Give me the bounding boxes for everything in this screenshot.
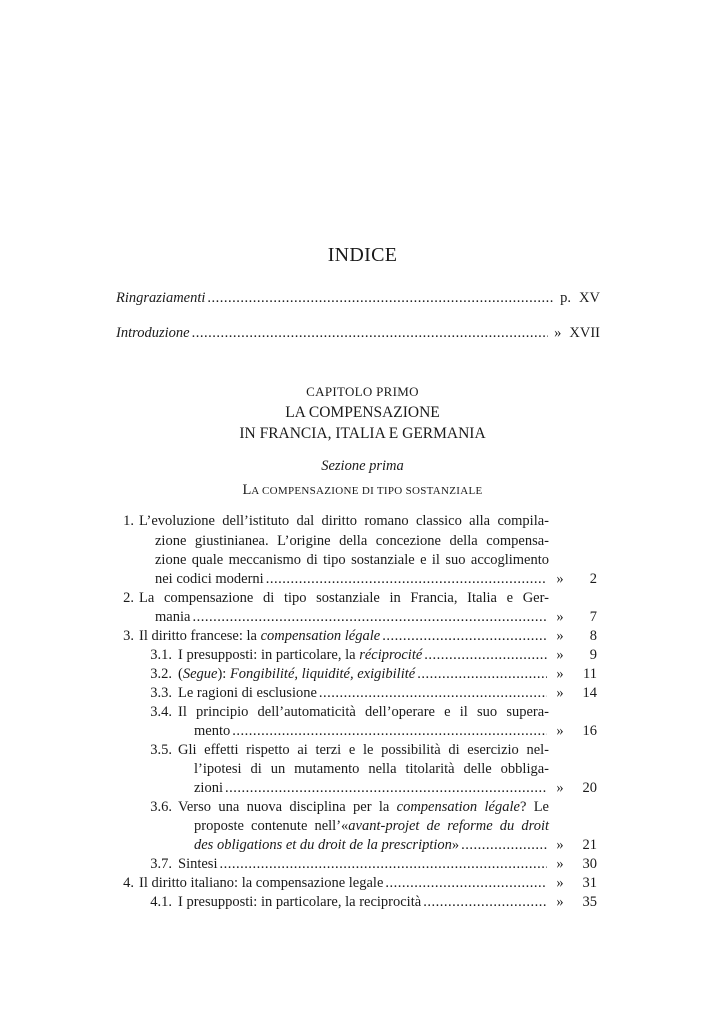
entry-text: mania — [155, 609, 191, 625]
page-number: 8 — [589, 628, 597, 644]
chapter-label: CAPITOLO PRIMO — [306, 384, 419, 399]
entry-text: ( — [178, 666, 183, 682]
entry-text: mento — [194, 723, 231, 739]
page-marker: p. — [560, 290, 572, 306]
entry-text: I presupposti: in particolare, la reciprocità — [178, 894, 422, 910]
entry-text-line — [155, 607, 549, 627]
page-number: 20 — [582, 780, 597, 796]
dot-leader — [382, 626, 547, 646]
chapter-title-line2: IN FRANCIA, ITALIA E GERMANIA — [239, 425, 486, 442]
page-number: 11 — [583, 666, 597, 682]
page-number: 16 — [582, 723, 597, 739]
entry-number: 3.3. — [150, 685, 172, 701]
page-number: 7 — [589, 609, 597, 625]
entry-text-line — [194, 778, 549, 798]
page-marker: » — [556, 837, 564, 853]
page-marker: » — [556, 685, 564, 701]
entry-text: Il diritto italiano: la compensazione legale — [139, 875, 384, 891]
entry-number: 3.2. — [150, 666, 172, 682]
entry-text: I presupposti: in particolare, la — [178, 647, 360, 663]
entry-text-italic: Fongibilité, liquidité, exigibilité — [229, 666, 416, 682]
page-marker: » — [556, 780, 564, 796]
page-number: 35 — [582, 894, 597, 910]
entry-text-line: zione quale meccanismo di tipo sostanziale e il suo accoglimento — [155, 552, 549, 568]
entry-text: Verso una nuova disciplina per la — [178, 799, 397, 815]
entry-text-line — [155, 569, 549, 589]
entry-number: 3.6. — [150, 799, 172, 815]
entry-text-italic: avant-projet de reforme du droit — [348, 818, 549, 834]
entry-number: 2. — [123, 590, 134, 606]
dot-leader — [232, 721, 547, 741]
entry-text-line — [178, 892, 549, 912]
page-number: 21 — [582, 837, 597, 853]
dot-leader — [207, 290, 554, 307]
page-number: XVII — [569, 325, 600, 341]
entry-text-line — [178, 683, 549, 703]
entry-text-italic: compensation légale — [396, 799, 520, 815]
page-number: 9 — [589, 647, 597, 663]
entry-text: proposte contenute nell’« — [194, 818, 349, 834]
entry-text-line — [178, 664, 549, 684]
entry-text-line — [194, 721, 549, 741]
dot-leader — [319, 683, 547, 703]
entry-number: 3.7. — [150, 856, 172, 872]
dot-leader — [192, 607, 547, 627]
page-number: 14 — [582, 685, 597, 701]
page-marker: » — [556, 723, 564, 739]
entry-text: ? Le — [519, 799, 549, 815]
page-marker: » — [556, 647, 564, 663]
page-marker: » — [554, 325, 562, 341]
dot-leader — [461, 835, 547, 855]
entry-text: zioni — [194, 780, 223, 796]
entry-text-line: Gli effetti rispetto ai terzi e le possibilità di esercizio nel- — [178, 742, 549, 758]
page-marker: » — [556, 571, 564, 587]
entry-number: 4.1. — [150, 894, 172, 910]
page-number: 30 — [582, 856, 597, 872]
entry-number: 3.5. — [150, 742, 172, 758]
dot-leader — [225, 778, 547, 798]
page-marker: » — [556, 609, 564, 625]
entry-text-line — [178, 797, 549, 817]
entry-text-line: La compensazione di tipo sostanziale in Francia, Italia e Ger- — [139, 590, 549, 606]
entry-text: nei codici moderni — [155, 571, 264, 587]
toc-entry-introduzione[interactable] — [116, 325, 600, 345]
section-label: Sezione prima — [321, 458, 404, 474]
page-marker: » — [556, 666, 564, 682]
dot-leader — [219, 854, 547, 874]
entry-text-italic: Segue — [182, 666, 218, 682]
page-number: 2 — [589, 571, 597, 587]
entry-text-line — [194, 816, 549, 836]
page-number: 31 — [582, 875, 597, 891]
entry-text-italic: réciprocité — [359, 647, 423, 663]
entry-text-line: zione giustinianea. L’origine della concezione della compensa- — [155, 533, 549, 549]
page-title: INDICE — [327, 244, 398, 266]
dot-leader — [266, 569, 547, 589]
entry-text-line: l’ipotesi di un mutamento nella titolarità delle obbliga- — [194, 761, 549, 777]
entry-text-line — [139, 626, 549, 646]
section-title-initial: L — [242, 482, 252, 498]
page-marker: » — [556, 856, 564, 872]
entry-text-italic: compensation légale — [260, 628, 381, 644]
page-marker: » — [556, 875, 564, 891]
page-marker: » — [556, 894, 564, 910]
dot-leader — [424, 645, 547, 665]
entry-label: Ringraziamenti — [116, 290, 206, 306]
entry-text-line — [139, 873, 549, 893]
chapter-title-line1: LA COMPENSAZIONE — [285, 404, 440, 421]
entry-text-italic: des obligations et du droit de la prescription — [194, 837, 452, 853]
page-number: XV — [579, 290, 600, 306]
entry-text-line — [178, 854, 549, 874]
entry-text-line — [178, 645, 549, 665]
page-marker: » — [556, 628, 564, 644]
entry-text-line: Il principio dell’automaticità dell’operare e il suo supera- — [178, 704, 549, 720]
entry-number: 3.1. — [150, 647, 172, 663]
entry-text: ): — [217, 666, 230, 682]
section-title — [0, 481, 725, 499]
entry-text: Sintesi — [178, 856, 218, 872]
entry-number: 3.4. — [150, 704, 172, 720]
entry-number: 4. — [123, 875, 134, 891]
entry-text-line — [194, 835, 549, 855]
entry-number: 1. — [123, 513, 134, 529]
entry-text: » — [451, 837, 460, 853]
dot-leader — [423, 892, 547, 912]
toc-entry-ringraziamenti[interactable] — [116, 290, 600, 310]
dot-leader — [385, 873, 547, 893]
entry-text: Le ragioni di esclusione — [178, 685, 317, 701]
entry-text: Il diritto francese: la — [139, 628, 261, 644]
entry-number: 3. — [123, 628, 134, 644]
entry-text-line: L’evoluzione dell’istituto dal diritto romano classico alla compila- — [139, 513, 549, 529]
entry-label: Introduzione — [116, 325, 190, 341]
dot-leader — [192, 325, 549, 342]
dot-leader — [417, 664, 547, 684]
section-title-rest: A COMPENSAZIONE DI TIPO SOSTANZIALE — [251, 485, 483, 497]
